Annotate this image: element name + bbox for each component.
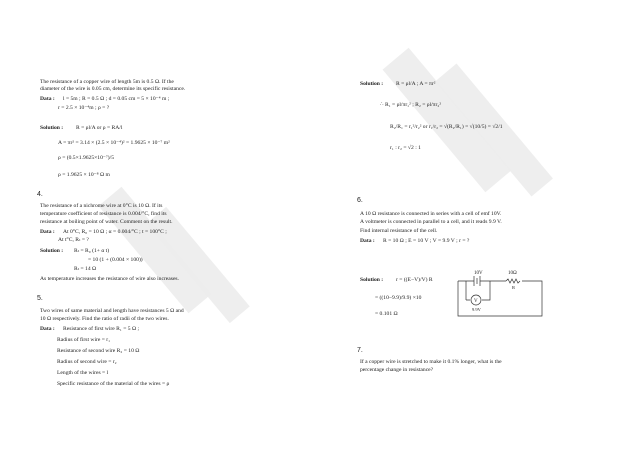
question-number: 5. xyxy=(37,295,43,302)
solution-line: = ((10−9.9)/9.9) ×10 xyxy=(375,295,422,301)
question-text: 10 Ω respectively. Find the ratio of radii of the two wires. xyxy=(40,316,169,322)
data-line: At 0°C, R₀ = 10 Ω ; α = 0.004/°C ; t = 100°C ; xyxy=(63,229,167,235)
resistor-label: 10Ω xyxy=(508,271,517,276)
data-line: Specific resistance of the material of the wires = ρ xyxy=(57,381,170,387)
solution-line: = 10 (1 + (0.004 × 100)) xyxy=(88,257,143,263)
data-line: Length of the wires = l xyxy=(57,370,109,376)
meter-label: V xyxy=(474,299,478,304)
voltmeter-branch xyxy=(466,281,490,300)
data-line: R = 10 Ω ; E = 10 V ; V = 9.9 V ; r = ? xyxy=(383,238,470,244)
problem-text: diameter of the wire is 0.05 cm, determine its specific resistance. xyxy=(40,86,186,92)
data-line: At t°C, Rₜ = ? xyxy=(58,237,89,243)
solution-line: r₁ : r₂ = √2 : 1 xyxy=(390,145,421,151)
data-label: Data : xyxy=(40,229,55,235)
question-text: A 10 Ω resistance is connected in series with a cell of emf 10V. xyxy=(360,211,502,217)
question-text: Two wires of same material and length have resistances 5 Ω and xyxy=(40,308,184,314)
emf-label: 10V xyxy=(474,271,483,276)
solution-line: = 0.101 Ω xyxy=(375,311,398,317)
solution-line: R = ρl/A or ρ = RA/l xyxy=(76,125,123,131)
circuit-diagram xyxy=(452,266,552,326)
question-number: 4. xyxy=(37,191,43,198)
data-line: l = 5m ; R = 0.5 Ω ; d = 0.05 cm = 5 × 10⁻⁴ m ; xyxy=(63,96,170,102)
solution-line: ∴ R₁ = ρl/πr₁² ; R₂ = ρl/πr₂² xyxy=(380,102,442,108)
solution-line: ρ = 1.9625 × 10⁻⁸ Ω m xyxy=(58,172,110,178)
data-line: Radius of second wire = r₂ xyxy=(57,359,117,365)
solution-line: ρ = (0.5×1.9625×10⁻⁷)/5 xyxy=(58,155,115,161)
solution-line: R = ρl/A ; A = πr² xyxy=(396,81,436,87)
comment-text: As temperature increases the resistance of wire also increases. xyxy=(40,276,180,282)
data-line: r = 2.5 × 10⁻⁴m ; ρ = ? xyxy=(58,105,110,111)
data-label: Data : xyxy=(360,238,375,244)
question-text: Find internal resistance of the cell. xyxy=(360,228,438,234)
solution-line: Rₜ = R₀ (1+ α t) xyxy=(74,248,110,254)
solution-line: A = πr² = 3.14 × (2.5 × 10⁻⁴)² = 1.9625 × 10⁻⁷ m² xyxy=(58,140,170,146)
solution-label: Solution : xyxy=(360,81,384,87)
question-text: A voltmeter is connected in parallel to a cell, and it reads 9.9 V. xyxy=(360,219,502,225)
data-line: Resistance of first wire R₁ = 5 Ω ; xyxy=(63,326,140,332)
meter-reading: 9.9V xyxy=(472,307,481,312)
circuit-wire xyxy=(458,281,542,316)
question-text: temperature coefficient of resistance is 0.004/°C, find its xyxy=(40,211,167,217)
solution-label: Solution : xyxy=(40,125,64,131)
data-line: Resistance of second wire R₂ = 10 Ω xyxy=(57,348,140,354)
problem-text: The resistance of a copper wire of length 5m is 0.5 Ω. If the xyxy=(40,79,174,85)
question-text: percentage change in resistance? xyxy=(360,367,434,373)
question-text: resistance at boiling point of water. Comment on the result. xyxy=(40,219,173,225)
question-number: 7. xyxy=(357,347,363,354)
data-line: Radius of first wire = r₁ xyxy=(57,337,111,343)
question-text: If a copper wire is stretched to make it 0.1% longer, what is the xyxy=(360,359,502,365)
question-number: 6. xyxy=(357,197,363,204)
solution-label: Solution : xyxy=(360,277,384,283)
data-label: Data : xyxy=(40,96,55,102)
question-text: The resistance of a nichrome wire at 0°C is 10 Ω. If its xyxy=(40,203,163,209)
solution-label: Solution : xyxy=(40,248,64,254)
cell-symbol xyxy=(474,276,480,286)
data-label: Data : xyxy=(40,326,55,332)
resistor-r-label: R xyxy=(512,285,516,290)
solution-line: R₂/R₁ = r₁²/r₂² or r₁/r₂ = √(R₂/R₁) = √(10/5) = √2/1 xyxy=(390,124,503,130)
solution-line: r = ((E−V)/V) R xyxy=(396,277,433,283)
solution-line: Rₜ = 14 Ω xyxy=(74,266,97,272)
resistor-symbol xyxy=(506,279,520,283)
